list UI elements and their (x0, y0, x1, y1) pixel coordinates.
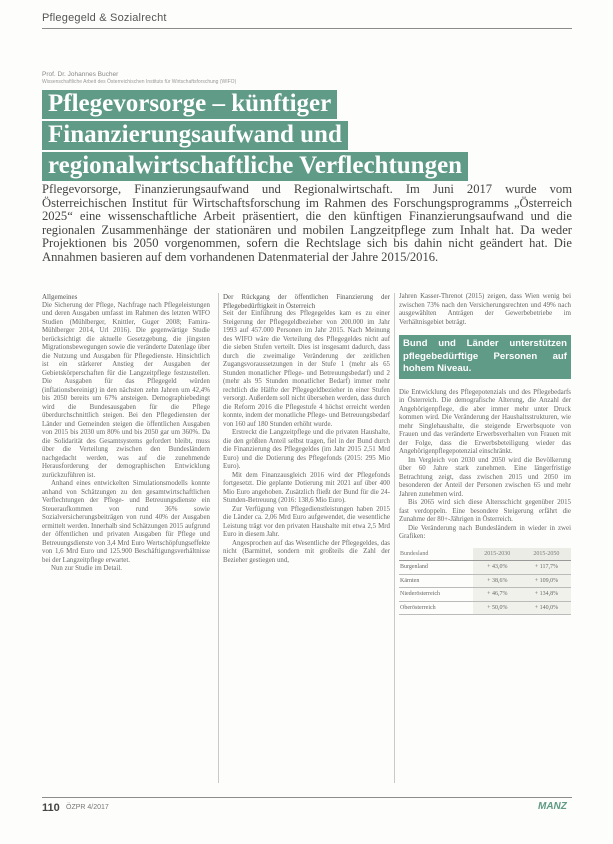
column-1-paragraph: Anhand eines entwickelten Simulationsmodells konnte anhand von Schätzungen zu den gesamtwirtschaftlichen Verflechtungen der Pflege- und Betreuungsdienste ein Steueraufkommen von rund 36% sowie Sozialversicherungsbeiträgen von rund 40% der Ausgaben ermittelt werden. Innerhalb sind Schätzungen 2015 aufgrund der öffentlichen und privaten Ausgaben für Pflege und Betreuungsdienste von 3,4 Mrd Euro Wertschöpfungseffekte von 1,6 Mrd Euro und 125.900 Beschäftigungsverhältnisse bei der Langzeitpflege erwartet. (42, 480, 210, 564)
table-cell: + 109,0% (522, 574, 571, 588)
column-1-paragraph: Die Sicherung der Pflege, Nachfrage nach Pflegeleistungen und deren Ausgaben umfasst im Rahmen des letzten WIFO Studien (Mühlberger, Knittler, Guger 2008; Famira-Mühlberger 2014, Url 2016). Die gegenwärtige Studie berücksichtigt die aktuelle Gesetzgebung, die jüngsten Migrationsbewegungen sowie die veränderte Datenlage über die Nutzung und Ausgaben für Pflegedienste. Hinsichtlich ist ein stärkerer Anstieg der Ausgaben der Gebietskörperschaften für die Langzeitpflege festzustellen. Die Ausgaben für das Pflegegeld würden (inflationsbereinigt) in den nächsten zehn Jahren um 42,4% bis 2050 bereits um 67% ansteigen. Demographiebedingt wird die Bundesausgaben für die Pflege überdurchschnittlich steigen. Bei den Pflegediensten der Länder und Gemeinden steigen die öffentlichen Ausgaben von 2015 bis 2030 um 80% und bis 2050 gar um 360%. Da die Solidarität des Gesamtsystems gefordert bleibt, muss über die Verteilung zwischen den Bundesländern nachgedacht werden, was auf die zunehmende Herausforderung der demographischen Entwicklung zurückzuführen ist. (42, 301, 210, 479)
table-row (399, 561, 571, 575)
column-1-heading: Allgemeines (42, 293, 78, 301)
table-cell: + 43,0% (473, 561, 522, 575)
column-1 (42, 293, 210, 574)
column-3-paragraph: Bis 2065 wird sich diese Altersschicht gegenüber 2015 fast verdoppeln. Eine besondere Steigerung erfährt die Zunahme der 80+-Jährigen in Österreich. (399, 499, 571, 524)
table-cell: Niederösterreich (399, 588, 473, 602)
column-2-paragraph: Angesprochen auf das Wesentliche der Pflegegeldes, das nicht (Barmittel, sondern mit großteils die Zahl der Bezieher gestiegen und, (223, 539, 390, 564)
population-growth-table (399, 548, 571, 616)
title-line-3: regionalwirtschaftliche Verflechtungen (42, 152, 468, 181)
table-row (399, 588, 571, 602)
table-header-cell: 2015-2050 (522, 548, 571, 561)
column-1-paragraph: Nun zur Studie im Detail. (51, 565, 122, 573)
table-header-cell: 2015-2030 (473, 548, 522, 561)
footer-rule (42, 797, 572, 798)
publisher-logo: MANZ (538, 801, 567, 812)
pull-quote: Bund und Länder unterstützen pflegebedürftige Personen auf hohem Niveau. (399, 335, 571, 379)
table-header-row (399, 548, 571, 561)
column-divider-2 (394, 293, 395, 783)
column-2-paragraph: Seit der Einführung des Pflegegeldes kam es zu einer Steigerung der Pflegegeldbezieher von 200.000 im Jahr 1993 auf 457.000 Personen im Jahr 2015. Nach Meinung des WIFO wäre die Verteilung des Pflegegeldes nicht auf die sieben Stufen verteilt. Dies ist insgesamt dadurch, dass durch die zweimalige Veränderung der zeitlichen Zugangsvoraussetzungen in der Stufe 1 (mehr als 65 Stunden monatlicher Pflege- und Betreuungsbedarf) und 2 (mehr als 95 Stunden monatlicher Bedarf) immer mehr rechtlich die Hälfte der Pflegegeldbezieher in einer Stufen versorgt. Außerdem soll nicht übersehen werden, dass durch die Reform 2016 die Pflegestufe 4 höchst erreicht werden konnte, indem der monatliche Pflege- und Betreuungsbedarf von 160 auf 180 Stunden erhöht wurde. (223, 310, 390, 428)
table-cell: + 117,7% (522, 561, 571, 575)
table-header-cell: Bundesland (399, 548, 473, 561)
table-cell: + 38,6% (473, 574, 522, 588)
table-cell: Oberösterreich (399, 601, 473, 615)
column-3-paragraph: Die Entwicklung des Pflegepotenzials und des Pflegebedarfs in Österreich. Die demografische Alterung, die Anzahl der Angehörigenpflege, die aber immer mehr unter Druck kommen wird. Die Veränderung der Haushaltsstrukturen, wie mehr Singlehaushalte, die steigende Erwerbsquote von Frauen und das veränderte Erwerbsverhalten von Frauen mit der Folge, dass die Erwerbsbeteiligung wieder das Angehörigenpflegepotenzial einschränkt. (399, 388, 571, 456)
column-3-paragraph: Im Vergleich von 2030 und 2050 wird die Bevölkerung über 60 Jahre stark zunehmen. Eine längerfristige Betrachtung zeigt, dass zwischen 2015 und 2050 im besonderen der Anteil der Personen zwischen 65 und mehr Jahren zunehmen wird. (399, 456, 571, 498)
column-2-paragraph: Erstreckt die Langzeitpflege und die privaten Haushalte, die den größten Anteil selbst tragen, fiel in der Bund durch die Finanzierung des Pflegegeldes (im Jahr 2015 2,51 Mrd Euro) und die Dotierung des Pflegefonds (2015: 295 Mio Euro). (223, 429, 390, 471)
author-line: Prof. Dr. Johannes Bucher (42, 71, 119, 78)
table-cell: + 134,8% (522, 588, 571, 602)
table-cell: + 140,0% (522, 601, 571, 615)
table-cell: Burgenland (399, 561, 473, 575)
page-number: 110 (42, 802, 60, 814)
table-cell: + 50,0% (473, 601, 522, 615)
header-rule (42, 28, 572, 29)
title-line-1: Pflegevorsorge – künftiger (42, 90, 337, 119)
column-2-paragraph: Zur Verfügung von Pflegedienstleistungen haben 2015 die Länder ca. 2,06 Mrd Euro aufgewendet, die wesentliche Leistung trägt vor den privaten Haushalte mit etwa 2,5 Mrd Euro in diesem Jahr. (223, 505, 390, 539)
column-3-intro: Jahren Kasser-Threnot (2015) zeigen, dass Wien wenig bei zwischen 73% nach den Versicherungsrechten und 49% nach ausgewählten Anträgen der Gewerbebetriebe im Verhältnisgebiet beträgt. (399, 293, 571, 326)
section-tag: Pflegegeld & Sozialrecht (42, 12, 167, 24)
column-3 (399, 293, 571, 615)
lead-paragraph: Pflegevorsorge, Finanzierungsaufwand und Regionalwirtschaft. Im Juni 2017 wurde vom Österreichischen Institut für Wirtschaftsforschung im Rahmen des Forschungsprogramms „Österreich 2025“ eine wissenschaftliche Arbeit präsentiert, die den künftigen Finanzierungsaufwand und die regionalen Zusammenhänge der stationären und mobilen Langzeitpflege zum Inhalt hat. Da weder Projektionen bis 2050 vorgenommen, sofern die Rechtslage sich bis dahin nicht geändert hat. Die Annahmen basieren auf dem vorhandenen Datenmaterial der Jahre 2015/2016. (42, 182, 572, 264)
table-cell: Kärnten (399, 574, 473, 588)
article-title (42, 90, 562, 183)
column-divider-1 (218, 293, 219, 783)
table-row (399, 574, 571, 588)
table-cell: + 46,7% (473, 588, 522, 602)
column-2-heading: Der Rückgang der öffentlichen Finanzierung der Pflegebedürftigkeit in Österreich (223, 293, 390, 310)
column-2 (223, 293, 390, 565)
table-row (399, 601, 571, 615)
affiliation-line: Wissenschaftliche Arbeit des Österreichischen Instituts für Wirtschaftsforschung (WIFO) (42, 79, 237, 85)
issue-label: ÖZPR 4/2017 (66, 804, 109, 811)
column-3-paragraph: Die Veränderung nach Bundesländern in wieder in zwei Grafiken: (399, 524, 571, 541)
title-line-2: Finanzierungsaufwand und (42, 121, 348, 150)
column-2-paragraph: Mit dem Finanzausgleich 2016 wird der Pflegefonds fortgesetzt. Die geplante Dotierung mit 2021 auf über 400 Mio Euro angehoben. Zusätzlich fließt der Bund für die 24-Stunden-Betreuung (2016: 138,6 Mio Euro). (223, 471, 390, 505)
